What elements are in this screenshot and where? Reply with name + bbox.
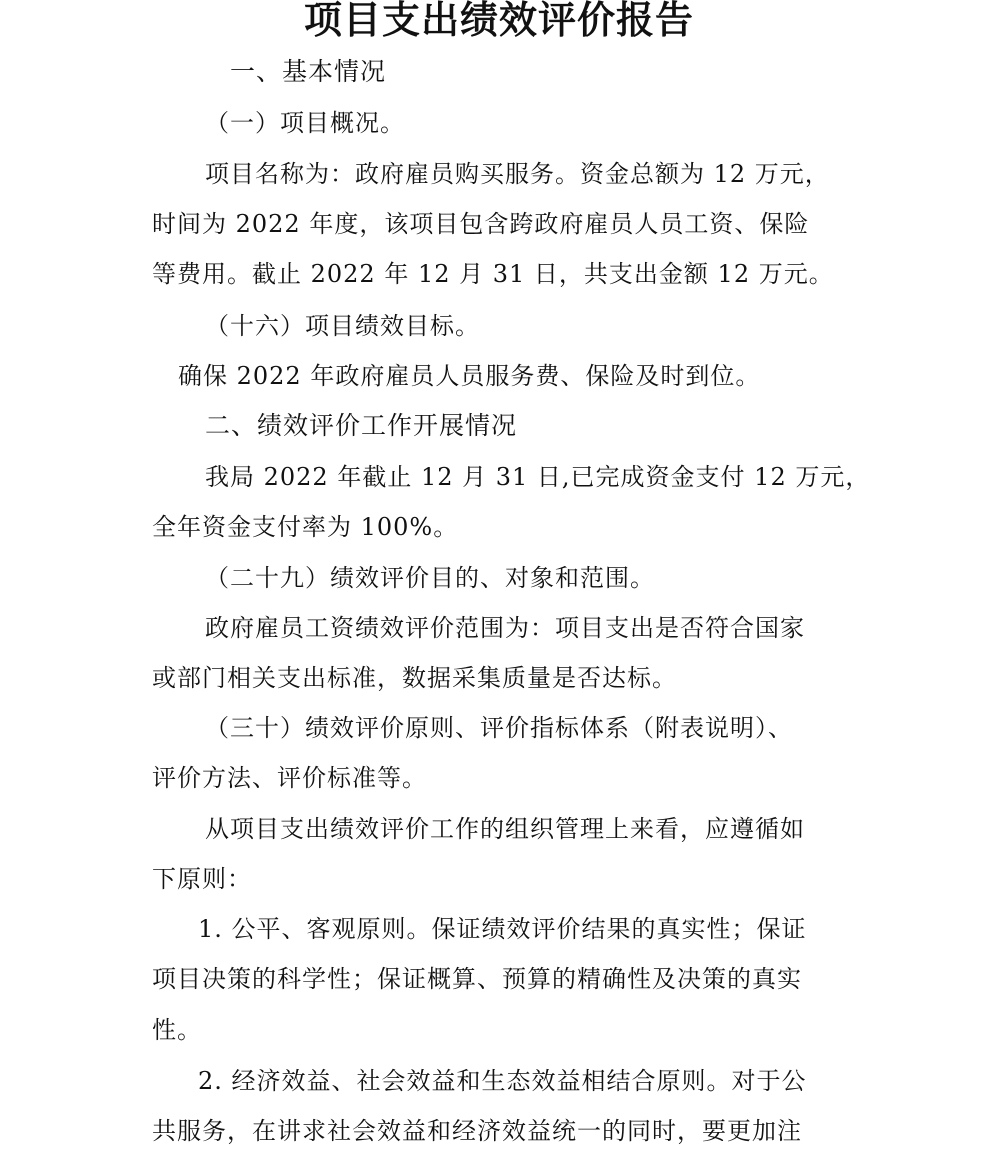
subsection-heading-evaluation-principles: （三十）绩效评价原则、评价指标体系（附表说明）、	[205, 714, 793, 742]
paragraph-line: 政府雇员工资绩效评价范围为：项目支出是否符合国家	[205, 614, 805, 642]
paragraph-line: 我局 2022 年截止 12 月 31 日,已完成资金支付 12 万元，	[205, 463, 871, 491]
section-heading-basic-info: 一、基本情况	[230, 57, 387, 86]
subsection-heading-project-overview: （一）项目概况。	[205, 109, 405, 137]
paragraph-line: 项目名称为：政府雇员购买服务。资金总额为 12 万元，	[205, 160, 830, 188]
paragraph-line: 时间为 2022 年度，该项目包含跨政府雇员人员工资、保险	[152, 210, 810, 238]
subsection-heading-evaluation-scope: （二十九）绩效评价目的、对象和范围。	[205, 564, 655, 592]
paragraph-line: 评价方法、评价标准等。	[152, 764, 427, 792]
paragraph-line: 等费用。截止 2022 年 12 月 31 日，共支出金额 12 万元。	[152, 260, 834, 288]
paragraph-line: 确保 2022 年政府雇员人员服务费、保险及时到位。	[178, 362, 761, 390]
paragraph-line: 项目决策的科学性；保证概算、预算的精确性及决策的真实	[152, 965, 802, 993]
paragraph-line: 共服务，在讲求社会效益和经济效益统一的同时，要更加注	[152, 1117, 802, 1145]
paragraph-line: 性。	[152, 1016, 202, 1044]
list-item-principle-1: 1. 公平、客观原则。保证绩效评价结果的真实性；保证	[198, 915, 807, 943]
paragraph-line: 或部门相关支出标准，数据采集质量是否达标。	[152, 664, 677, 692]
subsection-heading-performance-goal: （十六）项目绩效目标。	[205, 312, 480, 340]
paragraph-line: 从项目支出绩效评价工作的组织管理上来看，应遵循如	[205, 815, 805, 843]
list-item-principle-2: 2. 经济效益、社会效益和生态效益相结合原则。对于公	[198, 1067, 807, 1095]
page-title: 项目支出绩效评价报告	[303, 0, 694, 42]
section-heading-evaluation-work: 二、绩效评价工作开展情况	[205, 411, 518, 440]
paragraph-line: 下原则：	[152, 865, 252, 893]
paragraph-line: 全年资金支付率为 100%。	[152, 513, 459, 541]
